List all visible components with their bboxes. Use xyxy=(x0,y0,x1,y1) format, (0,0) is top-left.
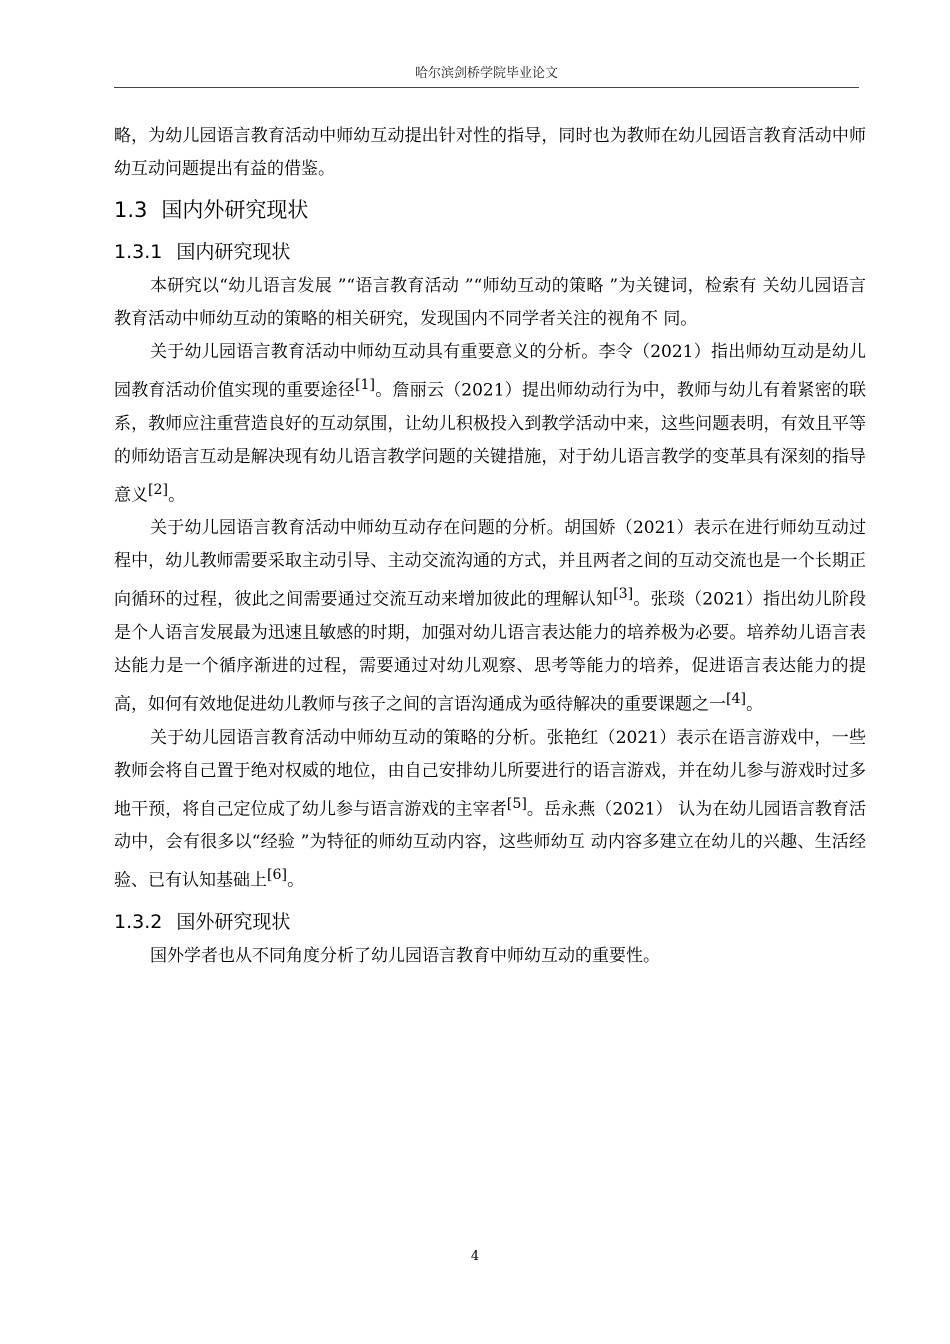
paragraph-text: 。张琰（2021）指出幼儿阶段是个人语言发展最为迅速且敏感的时期，加强对幼儿语言表达能力的培养极为必要。培养幼儿语言表达能力是一个循序渐进的过程，需要通过对幼儿观察、思考等能力的培养，促进语言表达能力的提高，如何有效地促进幼儿教师与孩子之间的言语沟通成为亟待解决的重要课题之一 xyxy=(114,589,867,715)
citation-ref: [6] xyxy=(267,867,288,884)
citation-ref: [3] xyxy=(613,586,634,603)
paragraph-strategies xyxy=(114,722,866,898)
citation-ref: [1] xyxy=(354,377,376,393)
paragraph-text: 。 xyxy=(746,694,764,715)
subsection-number: 1.3.1 xyxy=(114,241,163,263)
page-number: 4 xyxy=(470,1249,480,1264)
paragraph-text: 关于幼儿园语言教育活动中师幼互动存在问题的分析。胡国娇（2021）表示在进行师幼互动过程中，幼儿教师需要采取主动引导、主动交流沟通的方式，并且两者之间的互动交流也是一个长期正向循环的过程，彼此之间需要通过交流互动来增加彼此的理解认知 xyxy=(114,518,866,610)
section-heading-1-3 xyxy=(114,192,866,228)
paragraph-text: 。詹丽云（2021）提出师幼动行为中，教师与幼儿有着紧密的联系，教师应注重营造良好的互动氛围，让幼儿积极投入到教学活动中来，这些问题表明，有效且平等的师幼语言互动是解决现有幼儿语言教学问题的关键措施，对于幼儿语言教学的变革具有深刻的指导意义 xyxy=(114,380,867,506)
citation-ref: [4] xyxy=(726,690,747,707)
subsection-heading-1-3-1 xyxy=(114,234,866,270)
subsection-title: 国外研究现状 xyxy=(176,910,291,933)
citation-ref: [5] xyxy=(506,795,527,812)
paragraph-importance xyxy=(114,336,866,512)
header-divider xyxy=(114,87,859,88)
section-number: 1.3 xyxy=(114,198,148,222)
running-header: 哈尔滨剑桥学院毕业论文 xyxy=(414,66,558,81)
paragraph-text: 。 xyxy=(287,870,305,891)
subsection-title: 国内研究现状 xyxy=(176,241,291,263)
paragraph-keywords: 本研究以“幼儿语言发展 ”“语言教育活动 ”“师幼互动的策略 ”为关键词，检索有 关幼儿园语言教育活动中师幼互动的策略的相关研究，发现国内不同学者关注的视角不 同。 xyxy=(114,276,866,329)
paragraph-text: 关于幼儿园语言教育活动中师幼互动的策略的分析。张艳红（2021）表示在语言游戏中，一些教师会将自己置于绝对权威的地位，由自己安排幼儿所要进行的语言游戏，并在幼儿参与游戏时过多地干预，将自己定位成了幼儿参与语言游戏的主宰者 xyxy=(114,727,866,820)
page-body xyxy=(114,120,866,973)
paragraph-problems xyxy=(114,512,866,721)
subsection-heading-1-3-2 xyxy=(114,904,866,940)
subsection-number: 1.3.2 xyxy=(114,910,163,933)
paragraph-text: 。 xyxy=(168,485,186,506)
section-title: 国内外研究现状 xyxy=(161,198,309,222)
paragraph-text: 。岳永燕（2021） 认为在幼儿园语言教育活动中，会有很多以“经验 ”为特征的师幼互动内容，这些师幼互 动内容多建立在幼儿的兴趣、生活经验、已有认知基础上 xyxy=(114,799,867,891)
citation-ref: [2] xyxy=(148,481,169,498)
paragraph-text: 关于幼儿园语言教育活动中师幼互动具有重要意义的分析。李令（2021）指出师幼互动是幼儿园教育活动价值实现的重要途径 xyxy=(114,342,866,401)
paragraph-intro: 略，为幼儿园语言教育活动中师幼互动提出针对性的指导，同时也为教师在幼儿园语言教育活动中师幼互动问题提出有益的借鉴。 xyxy=(114,126,866,179)
paragraph-foreign: 国外学者也从不同角度分析了幼儿园语言教育中师幼互动的重要性。 xyxy=(150,945,660,966)
